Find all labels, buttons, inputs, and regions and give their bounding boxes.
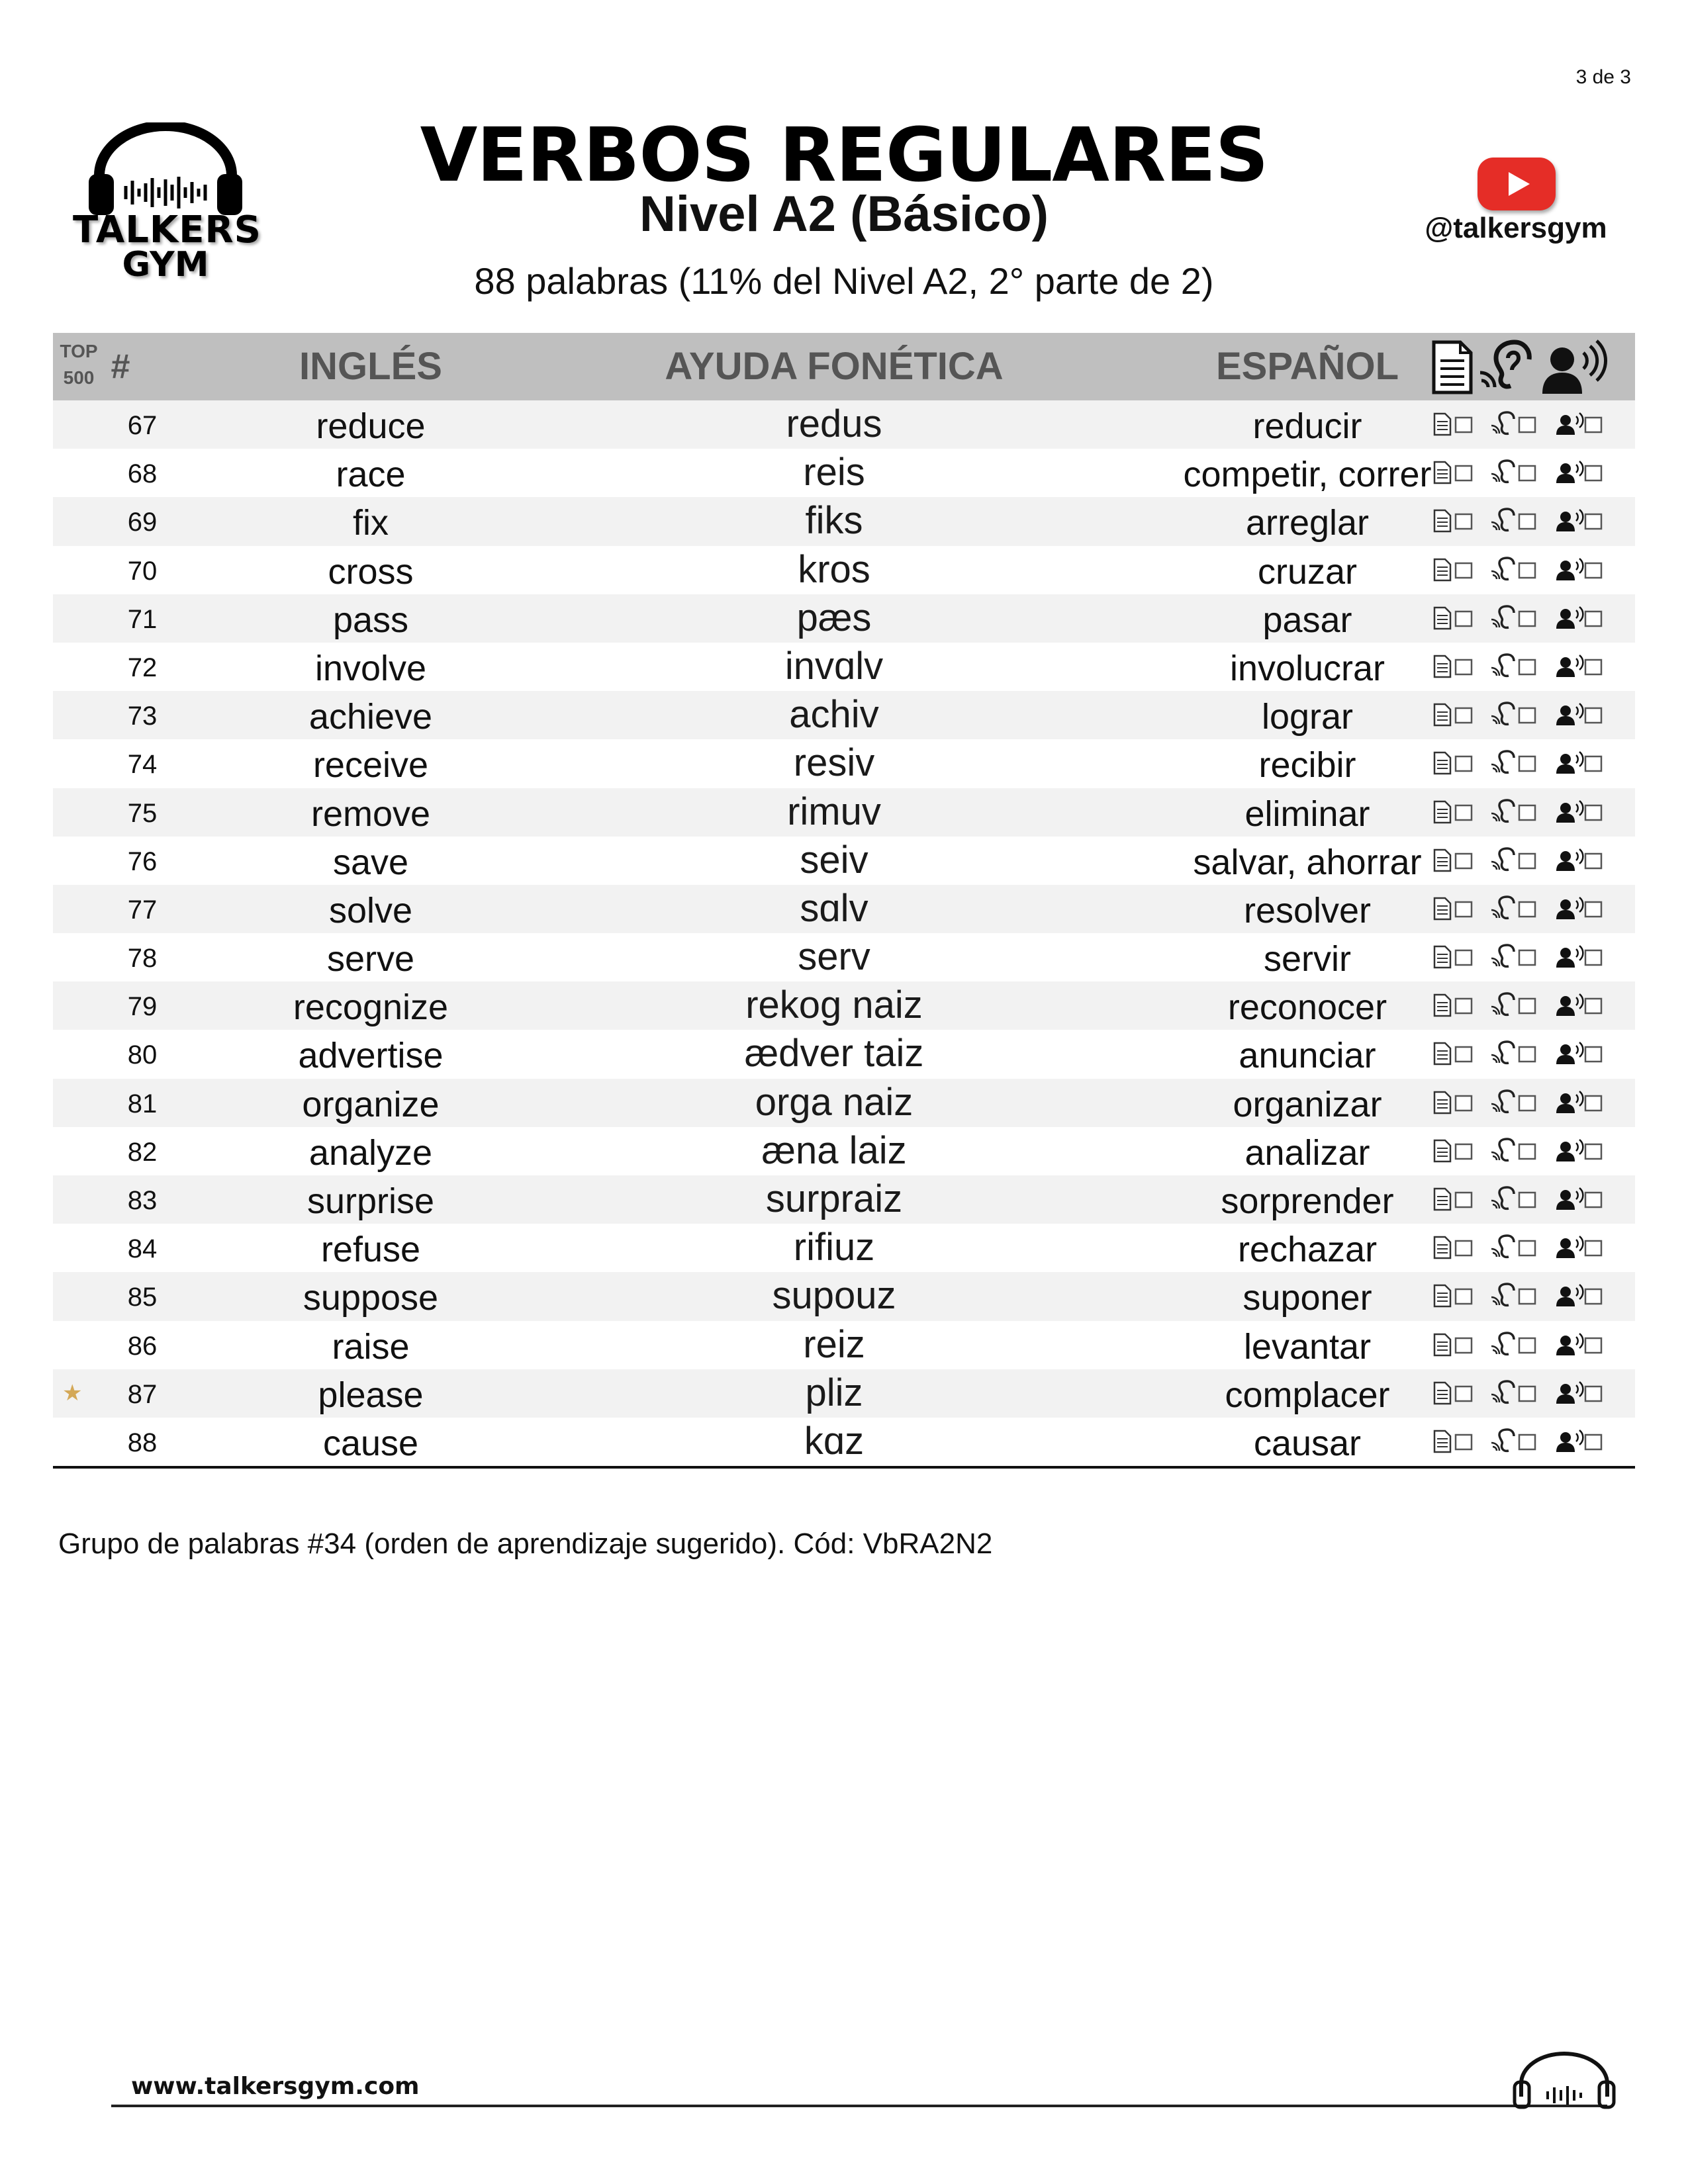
favorite-star-icon: ★: [62, 1380, 83, 1406]
speak-icon: [1556, 1382, 1583, 1404]
practice-checkboxes[interactable]: [1433, 1428, 1632, 1455]
word-number: 75: [127, 798, 158, 828]
speak-checkbox: [1585, 563, 1601, 578]
read-checkbox: [1456, 1241, 1472, 1255]
website-link[interactable]: www.talkersgym.com: [131, 2073, 420, 2100]
speak-icon: [1556, 704, 1583, 725]
read-icon: [1434, 752, 1450, 774]
read-icon: [1434, 414, 1450, 435]
practice-checkboxes[interactable]: [1433, 702, 1632, 728]
speak-checkbox: [1585, 1193, 1601, 1207]
spanish-translation: complacer: [1225, 1375, 1390, 1415]
speak-checkbox: [1585, 950, 1601, 965]
phonetic-help: surpraiz: [765, 1177, 903, 1220]
listen-checkbox: [1519, 950, 1535, 965]
footer-divider: [111, 2105, 1607, 2107]
speak-icon: [1556, 1334, 1583, 1355]
listen-checkbox: [1519, 1435, 1535, 1449]
practice-checkboxes[interactable]: [1433, 992, 1632, 1019]
speak-icon: [1556, 849, 1583, 871]
speak-checkbox: [1585, 1435, 1601, 1449]
phonetic-help: orga naiz: [755, 1080, 914, 1124]
listen-icon: [1491, 751, 1514, 772]
phonetic-help: kros: [798, 547, 870, 591]
practice-checkboxes[interactable]: [1433, 1234, 1632, 1261]
speak-checkbox: [1585, 805, 1601, 820]
table-row: [53, 837, 1635, 885]
word-number: 72: [127, 653, 158, 682]
read-icon: [1434, 1092, 1450, 1113]
read-icon: [1434, 1140, 1450, 1161]
word-number: 69: [127, 508, 158, 537]
read-checkbox: [1456, 466, 1472, 480]
speak-icon: [1556, 413, 1583, 435]
listen-checkbox: [1519, 1289, 1535, 1304]
read-checkbox: [1456, 950, 1472, 965]
practice-checkboxes[interactable]: [1433, 1380, 1632, 1406]
word-number: 79: [127, 992, 158, 1022]
phonetic-help: rimuv: [787, 790, 881, 833]
speak-checkbox: [1585, 1241, 1601, 1255]
listen-icon: [1491, 1333, 1514, 1354]
table-row: [53, 788, 1635, 837]
practice-checkboxes[interactable]: [1433, 1186, 1632, 1212]
english-word: pass: [332, 600, 409, 640]
listen-checkbox: [1519, 660, 1535, 674]
read-icon: [1434, 1237, 1450, 1258]
read-icon: [1434, 510, 1450, 531]
logo-text-talkers: TALKERS: [73, 208, 261, 251]
speak-checkbox: [1585, 999, 1601, 1013]
speak-icon: [1556, 801, 1583, 823]
english-word: please: [318, 1375, 424, 1415]
spanish-translation: reducir: [1252, 406, 1362, 446]
table-row: [53, 1224, 1635, 1272]
read-checkbox: [1456, 902, 1472, 917]
listen-checkbox: [1519, 708, 1535, 723]
word-summary: 88 palabras (11% del Nivel A2, 2° parte de 2): [474, 260, 1214, 302]
listen-icon: [1491, 1042, 1514, 1063]
spanish-translation: cruzar: [1257, 551, 1358, 592]
practice-checkboxes[interactable]: [1433, 557, 1632, 583]
phonetic-help: serv: [798, 935, 870, 979]
footnote: Grupo de palabras #34 (orden de aprendizaje sugerido). Cód: VbRA2N2: [58, 1527, 993, 1560]
read-checkbox: [1456, 1289, 1472, 1304]
spanish-translation: salvar, ahorrar: [1193, 842, 1422, 882]
read-icon: [1434, 608, 1450, 629]
english-word: receive: [312, 745, 429, 786]
listen-icon: [1491, 1236, 1514, 1257]
read-icon: [1434, 342, 1471, 392]
spanish-translation: levantar: [1243, 1326, 1372, 1367]
english-word: save: [332, 842, 409, 882]
table-row: [53, 400, 1635, 449]
read-icon: [1434, 1383, 1450, 1404]
phonetic-help: rifiuz: [793, 1226, 875, 1269]
listen-checkbox: [1519, 999, 1535, 1013]
read-checkbox: [1456, 708, 1472, 723]
practice-checkboxes[interactable]: [1433, 1089, 1632, 1116]
speak-icon: [1556, 1236, 1583, 1258]
listen-icon: [1491, 1284, 1514, 1305]
read-icon: [1434, 462, 1450, 483]
phonetic-help: reis: [803, 451, 865, 494]
top500-label-500: 500: [63, 367, 95, 388]
spanish-translation: lograr: [1261, 697, 1354, 737]
spanish-translation: analizar: [1244, 1132, 1370, 1173]
practice-checkboxes[interactable]: [1433, 799, 1632, 825]
practice-checkboxes[interactable]: [1433, 895, 1632, 922]
phonetic-help: pliz: [805, 1371, 863, 1414]
read-checkbox: [1456, 1096, 1472, 1111]
social-handle[interactable]: @talkersgym: [1425, 212, 1607, 244]
speak-icon: [1556, 461, 1583, 483]
speak-icon: [1556, 752, 1583, 774]
listen-checkbox: [1519, 756, 1535, 771]
read-checkbox: [1456, 514, 1472, 529]
listen-checkbox: [1519, 1047, 1535, 1062]
phonetic-help: supouz: [772, 1274, 896, 1318]
read-checkbox: [1456, 1193, 1472, 1207]
read-checkbox: [1456, 612, 1472, 626]
table-bottom-rule: [53, 1466, 1635, 1469]
table-row: [53, 1175, 1635, 1224]
speak-icon: [1556, 655, 1583, 677]
listen-icon: [1491, 993, 1514, 1015]
read-icon: [1434, 898, 1450, 919]
page-title: VERBOS REGULARES: [420, 113, 1268, 199]
spanish-translation: organizar: [1233, 1084, 1382, 1124]
english-word: recognize: [293, 987, 449, 1028]
logo-text-gym: GYM: [122, 245, 209, 285]
page-subtitle: Nivel A2 (Básico): [639, 186, 1049, 242]
speak-checkbox: [1585, 902, 1601, 917]
spanish-translation: arreglar: [1245, 503, 1370, 543]
phonetic-help: resiv: [793, 741, 875, 785]
table-row: [53, 497, 1635, 545]
word-number: 86: [127, 1331, 158, 1361]
speak-checkbox: [1585, 1047, 1601, 1062]
table-row: [53, 1272, 1635, 1320]
table-row: [53, 643, 1635, 691]
speak-checkbox: [1585, 660, 1601, 674]
listen-checkbox: [1519, 466, 1535, 480]
english-word: analyze: [308, 1132, 433, 1173]
listen-checkbox: [1519, 1338, 1535, 1353]
word-number: 68: [127, 459, 158, 489]
speak-icon: [1556, 1430, 1583, 1452]
spanish-translation: suponer: [1243, 1278, 1372, 1318]
read-icon: [1434, 1285, 1450, 1306]
speak-icon: [1556, 1042, 1583, 1064]
english-word: cross: [328, 551, 414, 592]
speak-checkbox: [1585, 466, 1601, 480]
spanish-translation: sorprender: [1221, 1181, 1394, 1221]
speak-checkbox: [1585, 1144, 1601, 1159]
listen-checkbox: [1519, 514, 1535, 529]
phonetic-help: achiv: [789, 693, 879, 737]
word-number: 76: [127, 846, 158, 876]
read-checkbox: [1456, 1047, 1472, 1062]
english-word: organize: [302, 1084, 440, 1124]
vocabulary-table: [53, 333, 1635, 1469]
english-word: reduce: [316, 406, 426, 446]
english-word: cause: [322, 1423, 419, 1463]
speak-icon: [1556, 946, 1583, 968]
speak-checkbox: [1585, 756, 1601, 771]
listen-checkbox: [1519, 612, 1535, 626]
spanish-translation: causar: [1253, 1423, 1362, 1463]
phonetic-help: rekog naiz: [745, 983, 923, 1027]
word-number: 67: [127, 411, 158, 440]
speak-checkbox: [1585, 1289, 1601, 1304]
listen-icon: [1491, 655, 1514, 676]
spanish-translation: rechazar: [1237, 1230, 1378, 1270]
table-row: [53, 1369, 1635, 1418]
speak-checkbox: [1585, 418, 1601, 432]
table-row: [53, 739, 1635, 788]
practice-checkboxes[interactable]: [1433, 605, 1632, 631]
english-word: raise: [332, 1326, 410, 1367]
listen-icon: [1491, 461, 1514, 482]
word-number: 81: [127, 1089, 158, 1118]
speak-checkbox: [1585, 1387, 1601, 1401]
read-icon: [1434, 946, 1450, 968]
speak-icon: [1556, 897, 1583, 919]
read-checkbox: [1456, 999, 1472, 1013]
english-word: race: [336, 455, 406, 495]
top500-label-top: TOP: [60, 341, 98, 361]
word-number: 71: [127, 604, 158, 634]
word-number: 74: [127, 750, 158, 780]
listen-checkbox: [1519, 563, 1535, 578]
page-number: 3 de 3: [1575, 66, 1631, 88]
practice-checkboxes[interactable]: [1433, 847, 1632, 874]
table-row: [53, 981, 1635, 1030]
table-body: [53, 400, 1635, 1466]
spanish-translation: servir: [1264, 939, 1351, 979]
table-row: [53, 933, 1635, 981]
word-number: 84: [127, 1234, 158, 1264]
spanish-translation: pasar: [1262, 600, 1352, 640]
speak-icon: [1556, 510, 1583, 531]
listen-checkbox: [1519, 1193, 1535, 1207]
read-checkbox: [1456, 1387, 1472, 1401]
spanish-translation: reconocer: [1227, 987, 1387, 1028]
read-checkbox: [1456, 1338, 1472, 1353]
listen-checkbox: [1519, 805, 1535, 820]
table-row: [53, 546, 1635, 594]
youtube-icon[interactable]: [1477, 158, 1556, 210]
english-word: suppose: [303, 1278, 439, 1318]
top500-header: [56, 338, 102, 391]
read-icon: [1434, 850, 1450, 871]
listen-icon: [1491, 1430, 1514, 1451]
speak-icon: [1556, 1188, 1583, 1210]
read-checkbox: [1456, 1144, 1472, 1159]
read-icon: [1434, 1334, 1450, 1355]
practice-checkboxes[interactable]: [1433, 944, 1632, 970]
listen-icon: [1491, 1091, 1514, 1112]
read-icon: [1434, 1189, 1450, 1210]
read-checkbox: [1456, 660, 1472, 674]
read-checkbox: [1456, 854, 1472, 868]
practice-checkboxes[interactable]: [1433, 1040, 1632, 1067]
footer-headphones-icon: [1508, 2050, 1620, 2110]
table-header: [53, 333, 1635, 400]
listen-checkbox: [1519, 902, 1535, 917]
listen-icon: [1491, 558, 1514, 579]
word-number: 82: [127, 1137, 158, 1167]
english-word: solve: [328, 890, 413, 931]
word-number: 73: [127, 702, 158, 731]
word-number: 77: [127, 895, 158, 925]
english-word: fix: [353, 503, 389, 543]
practice-checkboxes[interactable]: [1433, 1283, 1632, 1309]
practice-checkboxes[interactable]: [1433, 459, 1632, 486]
listen-icon: [1491, 897, 1514, 918]
table-row: [53, 449, 1635, 497]
word-number: 70: [127, 556, 158, 586]
speak-checkbox: [1585, 708, 1601, 723]
read-checkbox: [1456, 756, 1472, 771]
activity-icons-header: [1430, 338, 1628, 395]
speak-icon: [1556, 1091, 1583, 1113]
speak-checkbox: [1585, 514, 1601, 529]
table-row: [53, 1030, 1635, 1078]
table-row: [53, 1321, 1635, 1369]
listen-icon: [1491, 606, 1514, 627]
speak-icon: [1556, 1285, 1583, 1306]
listen-icon: [1491, 1187, 1514, 1208]
spanish-header: ESPAÑOL: [1215, 345, 1399, 388]
listen-icon: [1491, 1139, 1514, 1160]
listen-icon: [1491, 412, 1514, 433]
table-row: [53, 1418, 1635, 1466]
listen-icon: [1491, 703, 1514, 724]
speak-icon: [1556, 607, 1583, 629]
spanish-translation: competir, correr: [1183, 455, 1432, 495]
speak-checkbox: [1585, 1096, 1601, 1111]
listen-checkbox: [1519, 1241, 1535, 1255]
english-word: remove: [310, 794, 431, 834]
english-word: advertise: [298, 1036, 444, 1076]
phonetic-help: redus: [786, 402, 882, 445]
practice-checkboxes[interactable]: [1433, 653, 1632, 680]
practice-checkboxes[interactable]: [1433, 411, 1632, 437]
english-word: achieve: [308, 697, 433, 737]
spanish-translation: recibir: [1258, 745, 1356, 786]
listen-icon: [1491, 509, 1514, 530]
speak-icon: [1542, 341, 1606, 394]
spanish-translation: eliminar: [1244, 794, 1370, 834]
practice-checkboxes[interactable]: [1433, 1138, 1632, 1164]
phonetic-help: seiv: [800, 838, 868, 882]
table-row: [53, 1127, 1635, 1175]
listen-icon: [1480, 342, 1529, 387]
listen-icon: [1491, 800, 1514, 821]
read-icon: [1434, 995, 1450, 1016]
phonetic-help: invɑlv: [784, 644, 884, 688]
phonetic-header: AYUDA FONÉTICA: [665, 345, 1004, 388]
practice-checkboxes[interactable]: [1433, 1332, 1632, 1358]
english-word: refuse: [320, 1230, 421, 1270]
word-number: 85: [127, 1283, 158, 1312]
listen-checkbox: [1519, 854, 1535, 868]
phonetic-help: ædver taiz: [744, 1032, 924, 1075]
read-icon: [1434, 559, 1450, 580]
practice-checkboxes[interactable]: [1433, 750, 1632, 776]
practice-checkboxes[interactable]: [1433, 508, 1632, 534]
listen-icon: [1491, 848, 1514, 870]
phonetic-help: æna laiz: [761, 1128, 907, 1172]
listen-icon: [1491, 945, 1514, 966]
read-icon: [1434, 656, 1450, 677]
table-row: [53, 1079, 1635, 1127]
read-checkbox: [1456, 805, 1472, 820]
word-number: 88: [127, 1428, 158, 1457]
speak-icon: [1556, 559, 1583, 580]
phonetic-help: kɑz: [804, 1419, 865, 1463]
phonetic-help: fiks: [805, 499, 863, 543]
english-word: serve: [326, 939, 415, 979]
english-word: surprise: [306, 1181, 435, 1221]
word-number: 78: [127, 944, 158, 974]
read-checkbox: [1456, 1435, 1472, 1449]
english-header: INGLÉS: [299, 345, 442, 388]
listen-checkbox: [1519, 1096, 1535, 1111]
phonetic-help: sɑlv: [800, 886, 868, 930]
listen-icon: [1491, 1381, 1514, 1402]
read-icon: [1434, 1431, 1450, 1452]
spanish-translation: anunciar: [1239, 1036, 1376, 1076]
spanish-translation: resolver: [1243, 890, 1372, 931]
table-row: [53, 885, 1635, 933]
listen-checkbox: [1519, 418, 1535, 432]
word-number: 80: [127, 1040, 158, 1070]
word-number: 83: [127, 1186, 158, 1215]
read-icon: [1434, 704, 1450, 725]
table-row: [53, 594, 1635, 643]
speak-icon: [1556, 994, 1583, 1016]
table-row: [53, 691, 1635, 739]
speak-checkbox: [1585, 612, 1601, 626]
spanish-translation: involucrar: [1229, 648, 1385, 688]
read-icon: [1434, 1043, 1450, 1064]
listen-checkbox: [1519, 1144, 1535, 1159]
read-checkbox: [1456, 563, 1472, 578]
speak-checkbox: [1585, 854, 1601, 868]
number-header: #: [111, 347, 130, 386]
speak-checkbox: [1585, 1338, 1601, 1353]
english-word: involve: [314, 648, 427, 688]
listen-checkbox: [1519, 1387, 1535, 1401]
read-checkbox: [1456, 418, 1472, 432]
phonetic-help: reiz: [803, 1322, 865, 1366]
phonetic-help: pæs: [796, 596, 872, 639]
speak-icon: [1556, 1140, 1583, 1161]
word-number: 87: [127, 1379, 158, 1409]
read-icon: [1434, 801, 1450, 823]
